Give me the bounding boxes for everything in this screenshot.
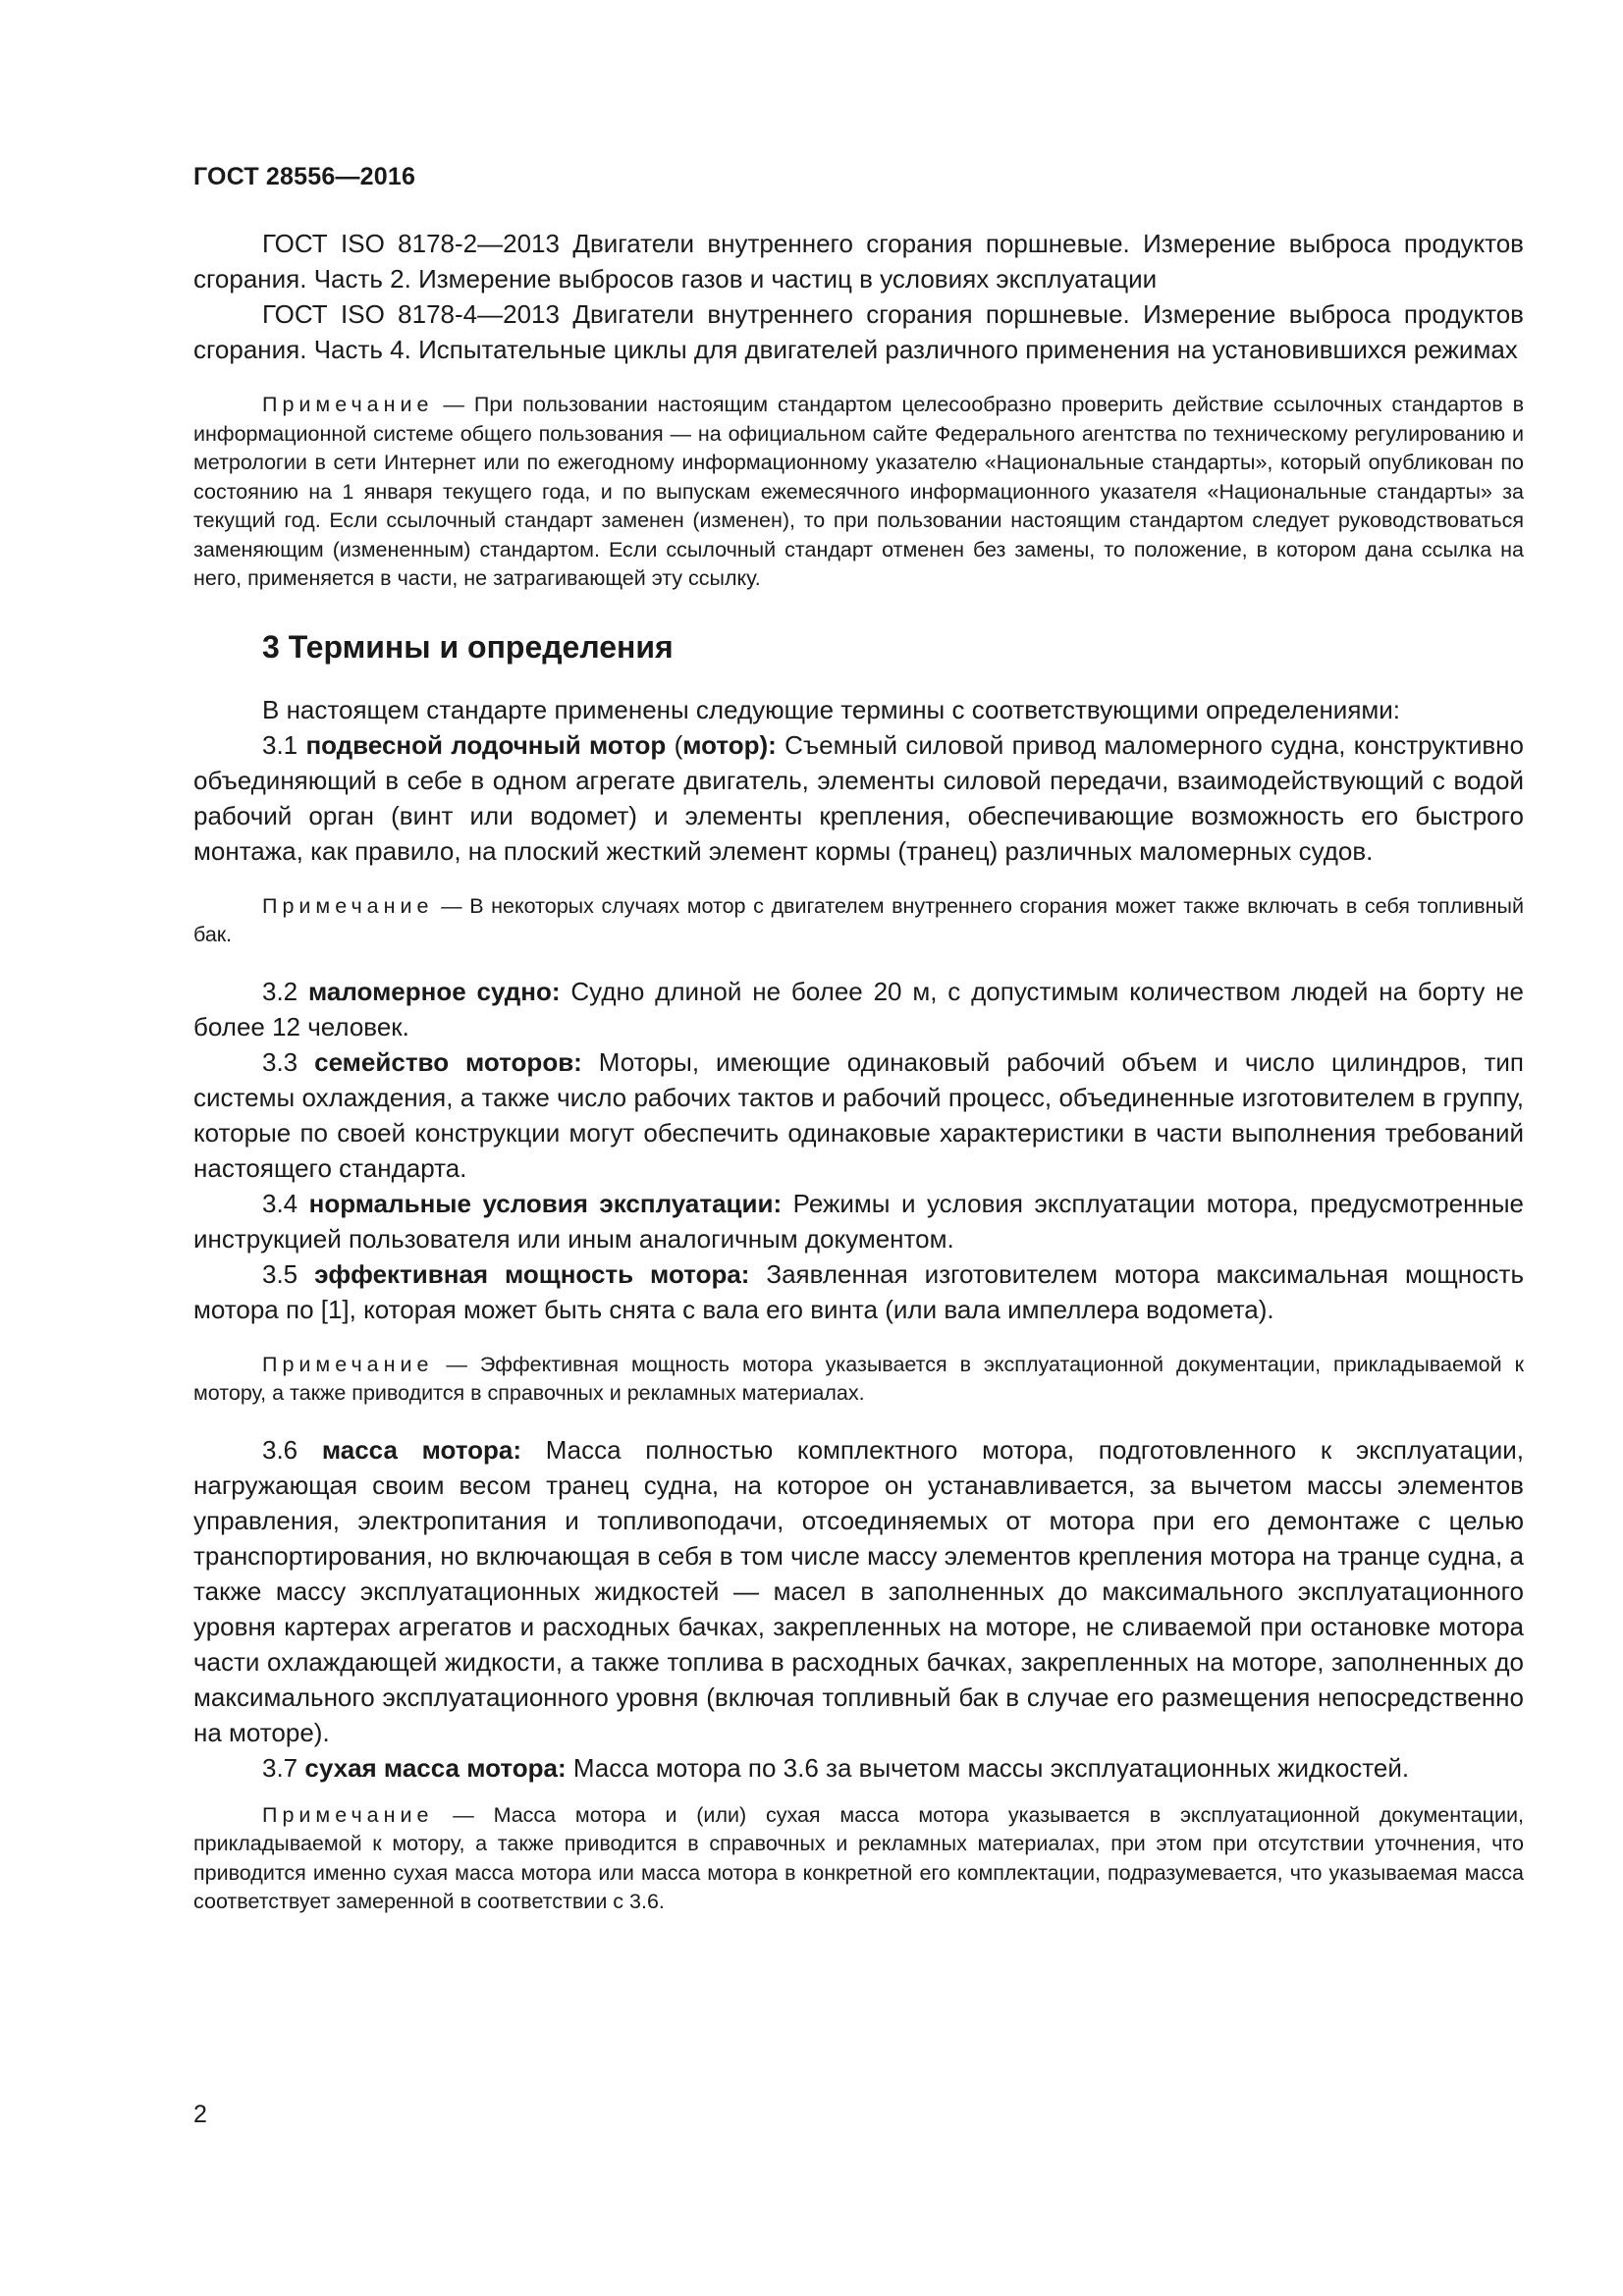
term-number: 3.3 [262, 1046, 315, 1077]
term-name: сухая масса мотора: [304, 1752, 567, 1783]
term-3-6 [193, 1432, 1524, 1750]
section-heading: 3 Термины и определения [262, 628, 674, 665]
term-definition: Моторы, имеющие одинаковый рабочий объем и число цилиндров, тип системы охлаждения, а также число рабочих тактов и рабочий процесс, объединенные изготовителем в группу, которые по своей конструкции могут обеспечить одинаковые характеристики в части выполнения требований настоящего стандарта. [193, 1046, 1524, 1183]
reference-8178-4: ГОСТ ISO 8178-4—2013 Двигатели внутреннего сгорания поршневые. Измерение выброса продуктов сгорания. Часть 4. Испытательные циклы для двигателей различного применения на установившихся режимах [193, 299, 1524, 364]
term-3-3 [193, 1044, 1524, 1186]
term-3-5-note [193, 1351, 1524, 1409]
term-number: 3.4 [262, 1188, 309, 1218]
term-definition: Масса мотора по 3.6 за вычетом массы эксплуатационных жидкостей. [566, 1752, 1410, 1783]
note-label: Примечание [262, 1802, 434, 1827]
term-name: эффективная мощность мотора: [314, 1258, 750, 1289]
term-definition: Масса полностью комплектного мотора, подготовленного к эксплуатации, нагружающая своим весом транец судна, на которое он устанавливается, за вычетом массы элементов управления, электропитания и топливоподачи, отсоединяемых от мотора при его демонтаже с целью транспортирования, но включающая в себя в том числе массу элементов крепления мотора на транце судна, а также массу эксплуатационных жидкостей — масел в заполненных до максимального эксплуатационного уровня картерах агрегатов и расходных бачках, закрепленных на моторе, не сливаемой при остановке мотора части охлаждающей жидкости, а также топлива в расходных бачках, закрепленных на моторе, заполненных до максимального эксплуатационного уровня (включая топливный бак в случае его размещения непосредственно на моторе). [193, 1434, 1524, 1747]
term-number: 3.2 [262, 976, 308, 1006]
term-definition: Судно длиной не более 20 м, с допустимым количеством людей на борту не более 12 человек. [193, 976, 1524, 1041]
term-definition: Режимы и условия эксплуатации мотора, предусмотренные инструкцией пользователя или иным аналогичным документом. [193, 1188, 1524, 1254]
term-number: 3.1 [262, 729, 306, 760]
term-3-2 [193, 974, 1524, 1044]
term-3-7 [193, 1750, 1524, 1786]
references-note [193, 391, 1524, 594]
note-dash: — [433, 1352, 480, 1376]
page-content [193, 226, 1524, 1917]
section-intro: В настоящем стандарте применены следующие термины с соответствующими определениями: [262, 694, 1401, 724]
note-label: Примечание [262, 893, 434, 918]
page-number: 2 [193, 2101, 207, 2128]
term-name: масса мотора: [321, 1434, 522, 1465]
term-name: семейство моторов: [314, 1046, 582, 1077]
term-number: 3.6 [262, 1434, 322, 1465]
note-label: Примечание [262, 393, 434, 416]
document-id: ГОСТ 28556—2016 [193, 163, 416, 190]
term-name: нормальные условия эксплуатации: [308, 1188, 783, 1218]
note-text: Эффективная мощность мотора указывается в эксплуатационной документации, прикладываемой к мотору, а также приводится в справочных и рекламных материалах. [193, 1352, 1524, 1405]
note-text: В некоторых случаях мотор с двигателем внутреннего сгорания может также включать в себя топливный бак. [193, 893, 1524, 946]
term-short-name: мотор [682, 729, 760, 760]
note-label: Примечание [262, 1352, 434, 1376]
term-3-5 [193, 1256, 1524, 1327]
term-3-1 [193, 727, 1524, 869]
note-text: Масса мотора и (или) сухая масса мотора указывается в эксплуатационной документации, прикладываемой к мотору, а также приводится в справочных и рекламных материалах, при этом при отсутствии уточнения, что приводится именно сухая масса мотора или масса мотора в конкретной его комплектации, подразумевается, что указываемая масса соответствует замеренной в соответствии с 3.6. [193, 1802, 1524, 1913]
note-text: При пользовании настоящим стандартом целесообразно проверить действие ссылочных стандартов в информационной системе общего пользования — на официальном сайте Федерального агентства по техническому регулированию и метрологии в сети Интернет или по ежегодному информационному указателю «Национальные стандарты», который опубликован по состоянию на 1 января текущего года, и по выпускам ежемесячного информационного указателя «Национальные стандарты» за текущий год. Если ссылочный стандарт заменен (изменен), то при пользовании настоящим стандартом следует руководствоваться заменяющим (измененным) стандартом. Если ссылочный стандарт отменен без замены, то положение, в котором дана ссылка на него, применяется в части, не затрагивающей эту ссылку. [193, 393, 1525, 590]
term-punct: ): [759, 729, 777, 760]
term-name: подвесной лодочный мотор [305, 729, 667, 760]
term-punct: ( [666, 729, 683, 760]
term-number: 3.7 [262, 1752, 305, 1783]
note-dash: — [433, 893, 470, 918]
term-definition: Съемный силовой привод маломерного судна, конструктивно объединяющий в себе в одном агрегате двигатель, элементы силовой передачи, взаимодействующий с водой рабочий орган (винт или водомет) и элементы крепления, обеспечивающие возможность его быстрого монтажа, как правило, на плоский жесткий элемент кормы (транец) различных маломерных судов. [193, 729, 1524, 866]
term-3-4 [193, 1186, 1524, 1256]
reference-8178-2: ГОСТ ISO 8178-2—2013 Двигатели внутреннего сгорания поршневые. Измерение выброса продуктов сгорания. Часть 2. Измерение выбросов газов и частиц в условиях эксплуатации [193, 229, 1524, 294]
term-definition: Заявленная изготовителем мотора максимальная мощность мотора по [1], которая может быть снята с вала его винта (или вала импеллера водомета). [193, 1258, 1524, 1324]
term-3-1-note [193, 892, 1524, 950]
note-dash: — [433, 393, 474, 416]
note-dash: — [433, 1802, 494, 1827]
term-3-7-note [193, 1801, 1524, 1917]
term-name: маломерное судно: [308, 976, 561, 1006]
term-number: 3.5 [262, 1258, 315, 1289]
